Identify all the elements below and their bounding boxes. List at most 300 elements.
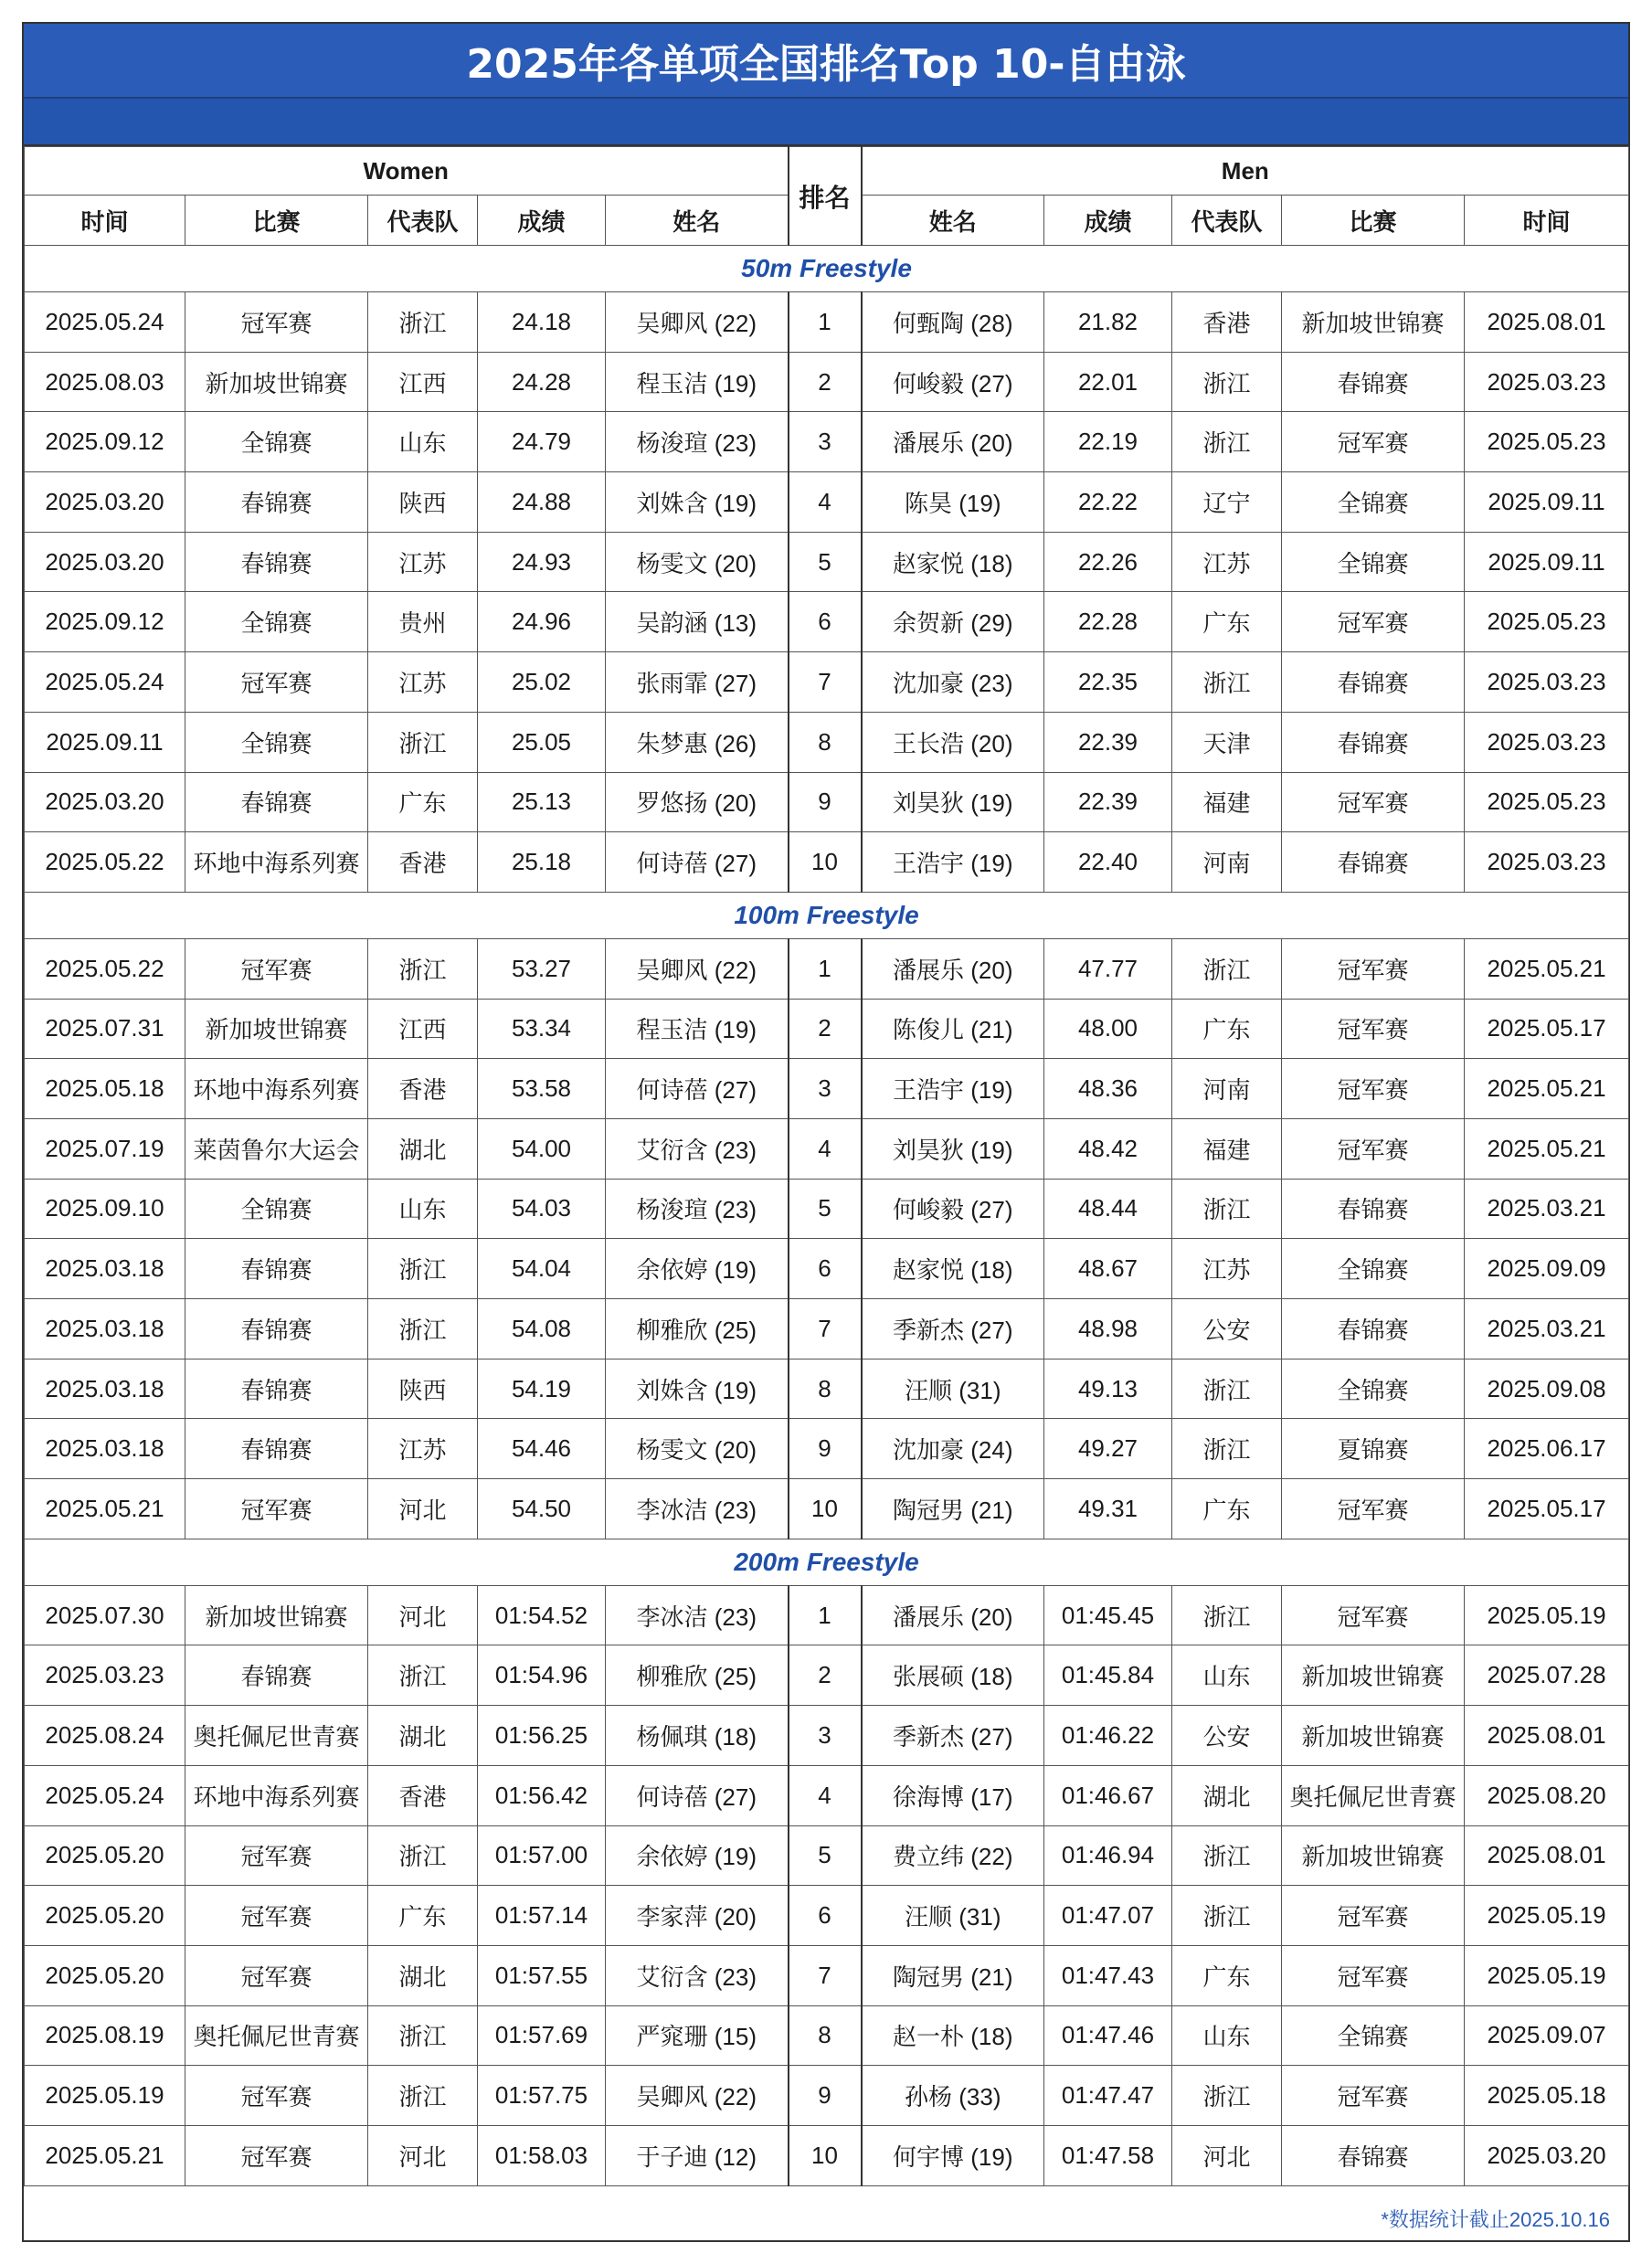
women-cell: 2025.03.18 bbox=[25, 1299, 185, 1359]
women-cell: 张雨霏 (27) bbox=[606, 652, 789, 713]
women-cell: 江西 bbox=[368, 352, 478, 412]
women-cell: 浙江 bbox=[368, 1825, 478, 1886]
men-cell: 22.01 bbox=[1044, 352, 1172, 412]
men-cell: 49.31 bbox=[1044, 1479, 1172, 1539]
men-cell: 48.44 bbox=[1044, 1179, 1172, 1239]
table-row bbox=[25, 292, 1629, 353]
women-cell: 2025.05.20 bbox=[25, 1945, 185, 2005]
men-cell: 何峻毅 (27) bbox=[862, 1179, 1044, 1239]
table-row bbox=[25, 652, 1629, 713]
men-cell: 01:47.46 bbox=[1044, 2005, 1172, 2066]
men-cell: 2025.03.23 bbox=[1465, 652, 1629, 713]
rank-cell: 6 bbox=[789, 592, 862, 652]
rank-cell: 9 bbox=[789, 1419, 862, 1479]
women-cell: 何诗蓓 (27) bbox=[606, 832, 789, 893]
women-cell: 春锦赛 bbox=[185, 1359, 368, 1419]
table-row bbox=[25, 472, 1629, 533]
men-cell: 陶冠男 (21) bbox=[862, 1479, 1044, 1539]
women-cell: 2025.05.24 bbox=[25, 1765, 185, 1825]
women-cell: 柳雅欣 (25) bbox=[606, 1299, 789, 1359]
rank-cell: 6 bbox=[789, 1886, 862, 1946]
men-cell: 张展硕 (18) bbox=[862, 1645, 1044, 1706]
ranking-table bbox=[24, 146, 1629, 2186]
rank-cell: 3 bbox=[789, 1706, 862, 1766]
women-cell: 2025.09.10 bbox=[25, 1179, 185, 1239]
table-row bbox=[25, 1585, 1629, 1645]
women-cell: 54.03 bbox=[478, 1179, 606, 1239]
men-cell: 2025.08.20 bbox=[1465, 1765, 1629, 1825]
men-cell: 陈昊 (19) bbox=[862, 472, 1044, 533]
women-cell: 全锦赛 bbox=[185, 592, 368, 652]
men-cell: 48.67 bbox=[1044, 1239, 1172, 1299]
table-row bbox=[25, 1479, 1629, 1539]
table-row bbox=[25, 1118, 1629, 1179]
men-cell: 2025.05.23 bbox=[1465, 412, 1629, 472]
women-cell: 2025.05.20 bbox=[25, 1886, 185, 1946]
men-cell: 王浩宇 (19) bbox=[862, 1059, 1044, 1119]
rank-cell: 1 bbox=[789, 292, 862, 353]
men-cell: 浙江 bbox=[1172, 1419, 1282, 1479]
men-cell: 汪顺 (31) bbox=[862, 1359, 1044, 1419]
rank-cell: 1 bbox=[789, 1585, 862, 1645]
women-cell: 2025.08.03 bbox=[25, 352, 185, 412]
men-cell: 2025.03.20 bbox=[1465, 2125, 1629, 2185]
men-cell: 冠军赛 bbox=[1282, 2066, 1465, 2126]
men-cell: 2025.05.18 bbox=[1465, 2066, 1629, 2126]
men-cell: 赵家悦 (18) bbox=[862, 1239, 1044, 1299]
table-row bbox=[25, 1059, 1629, 1119]
table-row bbox=[25, 2005, 1629, 2066]
women-cell: 杨雯文 (20) bbox=[606, 1419, 789, 1479]
men-cell: 2025.03.21 bbox=[1465, 1179, 1629, 1239]
women-cell: 陕西 bbox=[368, 472, 478, 533]
men-cell: 春锦赛 bbox=[1282, 652, 1465, 713]
section-header-row bbox=[25, 246, 1629, 292]
table-row bbox=[25, 1645, 1629, 1706]
women-col-header: 成绩 bbox=[478, 196, 606, 246]
men-cell: 48.42 bbox=[1044, 1118, 1172, 1179]
men-cell: 新加坡世锦赛 bbox=[1282, 1706, 1465, 1766]
women-cell: 何诗蓓 (27) bbox=[606, 1765, 789, 1825]
women-cell: 25.05 bbox=[478, 712, 606, 772]
women-cell: 江西 bbox=[368, 999, 478, 1059]
men-cell: 48.00 bbox=[1044, 999, 1172, 1059]
men-cell: 何峻毅 (27) bbox=[862, 352, 1044, 412]
women-cell: 湖北 bbox=[368, 1945, 478, 2005]
men-cell: 何宇博 (19) bbox=[862, 2125, 1044, 2185]
men-cell: 福建 bbox=[1172, 1118, 1282, 1179]
women-cell: 杨雯文 (20) bbox=[606, 532, 789, 592]
women-cell: 01:57.69 bbox=[478, 2005, 606, 2066]
women-cell: 江苏 bbox=[368, 1419, 478, 1479]
men-cell: 01:47.47 bbox=[1044, 2066, 1172, 2126]
rank-cell: 4 bbox=[789, 1765, 862, 1825]
women-cell: 环地中海系列赛 bbox=[185, 1059, 368, 1119]
women-cell: 2025.03.20 bbox=[25, 772, 185, 832]
table-row bbox=[25, 592, 1629, 652]
women-cell: 2025.05.24 bbox=[25, 292, 185, 353]
men-col-header: 时间 bbox=[1465, 196, 1629, 246]
men-cell: 天津 bbox=[1172, 712, 1282, 772]
men-cell: 王浩宇 (19) bbox=[862, 832, 1044, 893]
men-cell: 浙江 bbox=[1172, 1825, 1282, 1886]
women-cell: 广东 bbox=[368, 1886, 478, 1946]
rank-cell: 7 bbox=[789, 652, 862, 713]
women-cell: 01:57.55 bbox=[478, 1945, 606, 2005]
header-band bbox=[24, 99, 1628, 146]
men-cell: 2025.05.23 bbox=[1465, 592, 1629, 652]
men-cell: 香港 bbox=[1172, 292, 1282, 353]
women-cell: 新加坡世锦赛 bbox=[185, 352, 368, 412]
women-cell: 河北 bbox=[368, 1585, 478, 1645]
rank-cell: 7 bbox=[789, 1299, 862, 1359]
women-cell: 杨浚瑄 (23) bbox=[606, 412, 789, 472]
men-col-header: 成绩 bbox=[1044, 196, 1172, 246]
men-cell: 春锦赛 bbox=[1282, 2125, 1465, 2185]
men-cell: 冠军赛 bbox=[1282, 1118, 1465, 1179]
women-cell: 53.58 bbox=[478, 1059, 606, 1119]
rank-cell: 2 bbox=[789, 999, 862, 1059]
rank-cell: 9 bbox=[789, 772, 862, 832]
men-cell: 01:47.58 bbox=[1044, 2125, 1172, 2185]
rank-cell: 8 bbox=[789, 2005, 862, 2066]
women-cell: 春锦赛 bbox=[185, 1239, 368, 1299]
men-cell: 2025.06.17 bbox=[1465, 1419, 1629, 1479]
women-cell: 全锦赛 bbox=[185, 1179, 368, 1239]
men-cell: 浙江 bbox=[1172, 1886, 1282, 1946]
women-cell: 浙江 bbox=[368, 2005, 478, 2066]
rank-cell: 5 bbox=[789, 1825, 862, 1886]
page-title: 2025年各单项全国排名Top 10-自由泳 bbox=[24, 24, 1628, 99]
women-cell: 全锦赛 bbox=[185, 412, 368, 472]
women-cell: 奥托佩尼世青赛 bbox=[185, 2005, 368, 2066]
rank-cell: 10 bbox=[789, 832, 862, 893]
table-row bbox=[25, 1359, 1629, 1419]
women-cell: 朱梦惠 (26) bbox=[606, 712, 789, 772]
women-cell: 江苏 bbox=[368, 652, 478, 713]
men-cell: 浙江 bbox=[1172, 412, 1282, 472]
men-cell: 2025.03.21 bbox=[1465, 1299, 1629, 1359]
women-cell: 2025.03.20 bbox=[25, 472, 185, 533]
women-cell: 54.50 bbox=[478, 1479, 606, 1539]
women-cell: 莱茵鲁尔大运会 bbox=[185, 1118, 368, 1179]
men-cell: 2025.09.07 bbox=[1465, 2005, 1629, 2066]
table-row bbox=[25, 1825, 1629, 1886]
women-cell: 2025.07.30 bbox=[25, 1585, 185, 1645]
men-cell: 2025.03.23 bbox=[1465, 352, 1629, 412]
table-row bbox=[25, 712, 1629, 772]
men-cell: 01:45.84 bbox=[1044, 1645, 1172, 1706]
women-cell: 春锦赛 bbox=[185, 1645, 368, 1706]
section-header-row bbox=[25, 892, 1629, 938]
women-cell: 柳雅欣 (25) bbox=[606, 1645, 789, 1706]
men-cell: 刘昊狄 (19) bbox=[862, 772, 1044, 832]
table-row bbox=[25, 1419, 1629, 1479]
women-cell: 01:57.14 bbox=[478, 1886, 606, 1946]
men-cell: 新加坡世锦赛 bbox=[1282, 1825, 1465, 1886]
men-cell: 河南 bbox=[1172, 1059, 1282, 1119]
women-cell: 冠军赛 bbox=[185, 1945, 368, 2005]
men-cell: 22.39 bbox=[1044, 712, 1172, 772]
men-cell: 全锦赛 bbox=[1282, 532, 1465, 592]
ranking-sheet bbox=[22, 22, 1630, 2242]
women-cell: 54.19 bbox=[478, 1359, 606, 1419]
men-cell: 河南 bbox=[1172, 832, 1282, 893]
rank-cell: 4 bbox=[789, 472, 862, 533]
women-cell: 吴韵涵 (13) bbox=[606, 592, 789, 652]
men-cell: 冠军赛 bbox=[1282, 1886, 1465, 1946]
women-cell: 2025.09.12 bbox=[25, 592, 185, 652]
women-cell: 杨浚瑄 (23) bbox=[606, 1179, 789, 1239]
men-cell: 广东 bbox=[1172, 1479, 1282, 1539]
women-cell: 环地中海系列赛 bbox=[185, 832, 368, 893]
rank-cell: 10 bbox=[789, 1479, 862, 1539]
women-cell: 54.04 bbox=[478, 1239, 606, 1299]
men-cell: 费立纬 (22) bbox=[862, 1825, 1044, 1886]
men-cell: 冠军赛 bbox=[1282, 412, 1465, 472]
women-cell: 2025.08.24 bbox=[25, 1706, 185, 1766]
women-cell: 广东 bbox=[368, 772, 478, 832]
men-cell: 2025.05.19 bbox=[1465, 1886, 1629, 1946]
women-cell: 25.02 bbox=[478, 652, 606, 713]
men-cell: 公安 bbox=[1172, 1299, 1282, 1359]
women-col-header: 比赛 bbox=[185, 196, 368, 246]
rank-cell: 2 bbox=[789, 352, 862, 412]
rank-cell: 3 bbox=[789, 1059, 862, 1119]
men-cell: 新加坡世锦赛 bbox=[1282, 292, 1465, 353]
women-cell: 山东 bbox=[368, 412, 478, 472]
men-cell: 汪顺 (31) bbox=[862, 1886, 1044, 1946]
women-cell: 春锦赛 bbox=[185, 772, 368, 832]
women-cell: 冠军赛 bbox=[185, 1479, 368, 1539]
rank-cell: 7 bbox=[789, 1945, 862, 2005]
rank-cell: 8 bbox=[789, 712, 862, 772]
women-cell: 贵州 bbox=[368, 592, 478, 652]
women-cell: 湖北 bbox=[368, 1706, 478, 1766]
men-cell: 2025.03.23 bbox=[1465, 712, 1629, 772]
table-row bbox=[25, 1706, 1629, 1766]
women-cell: 冠军赛 bbox=[185, 1886, 368, 1946]
table-row bbox=[25, 1299, 1629, 1359]
men-cell: 2025.09.09 bbox=[1465, 1239, 1629, 1299]
table-row bbox=[25, 1945, 1629, 2005]
women-cell: 春锦赛 bbox=[185, 532, 368, 592]
men-cell: 刘昊狄 (19) bbox=[862, 1118, 1044, 1179]
men-cell: 冠军赛 bbox=[1282, 999, 1465, 1059]
men-cell: 夏锦赛 bbox=[1282, 1419, 1465, 1479]
men-cell: 春锦赛 bbox=[1282, 352, 1465, 412]
men-cell: 浙江 bbox=[1172, 1179, 1282, 1239]
men-cell: 22.28 bbox=[1044, 592, 1172, 652]
women-cell: 陕西 bbox=[368, 1359, 478, 1419]
men-cell: 季新杰 (27) bbox=[862, 1706, 1044, 1766]
men-cell: 48.36 bbox=[1044, 1059, 1172, 1119]
women-cell: 01:57.75 bbox=[478, 2066, 606, 2126]
women-cell: 24.28 bbox=[478, 352, 606, 412]
women-cell: 吴卿风 (22) bbox=[606, 938, 789, 999]
women-cell: 刘姝含 (19) bbox=[606, 1359, 789, 1419]
men-cell: 2025.09.08 bbox=[1465, 1359, 1629, 1419]
rank-cell: 6 bbox=[789, 1239, 862, 1299]
men-cell: 山东 bbox=[1172, 2005, 1282, 2066]
men-cell: 48.98 bbox=[1044, 1299, 1172, 1359]
table-row bbox=[25, 832, 1629, 893]
women-cell: 浙江 bbox=[368, 2066, 478, 2126]
men-cell: 01:46.22 bbox=[1044, 1706, 1172, 1766]
rank-cell: 5 bbox=[789, 1179, 862, 1239]
men-col-header: 比赛 bbox=[1282, 196, 1465, 246]
men-col-header: 代表队 bbox=[1172, 196, 1282, 246]
women-cell: 53.34 bbox=[478, 999, 606, 1059]
men-cell: 河北 bbox=[1172, 2125, 1282, 2185]
women-cell: 24.96 bbox=[478, 592, 606, 652]
table-row bbox=[25, 2066, 1629, 2126]
women-cell: 2025.07.19 bbox=[25, 1118, 185, 1179]
men-cell: 广东 bbox=[1172, 592, 1282, 652]
men-cell: 22.22 bbox=[1044, 472, 1172, 533]
women-cell: 01:56.25 bbox=[478, 1706, 606, 1766]
men-cell: 赵一朴 (18) bbox=[862, 2005, 1044, 2066]
women-cell: 54.00 bbox=[478, 1118, 606, 1179]
women-cell: 25.13 bbox=[478, 772, 606, 832]
men-cell: 22.19 bbox=[1044, 412, 1172, 472]
women-cell: 2025.05.24 bbox=[25, 652, 185, 713]
men-cell: 浙江 bbox=[1172, 938, 1282, 999]
men-cell: 广东 bbox=[1172, 1945, 1282, 2005]
men-cell: 陈俊儿 (21) bbox=[862, 999, 1044, 1059]
women-cell: 2025.03.18 bbox=[25, 1239, 185, 1299]
men-cell: 广东 bbox=[1172, 999, 1282, 1059]
women-cell: 2025.03.18 bbox=[25, 1419, 185, 1479]
table-row bbox=[25, 412, 1629, 472]
women-cell: 奥托佩尼世青赛 bbox=[185, 1706, 368, 1766]
men-cell: 全锦赛 bbox=[1282, 1239, 1465, 1299]
women-cell: 严窕珊 (15) bbox=[606, 2005, 789, 2066]
women-cell: 54.08 bbox=[478, 1299, 606, 1359]
table-row bbox=[25, 1765, 1629, 1825]
men-cell: 2025.05.21 bbox=[1465, 1059, 1629, 1119]
men-cell: 01:47.07 bbox=[1044, 1886, 1172, 1946]
women-cell: 2025.05.22 bbox=[25, 832, 185, 893]
women-cell: 吴卿风 (22) bbox=[606, 292, 789, 353]
women-cell: 01:54.96 bbox=[478, 1645, 606, 1706]
men-cell: 春锦赛 bbox=[1282, 1299, 1465, 1359]
men-cell: 浙江 bbox=[1172, 1585, 1282, 1645]
men-cell: 2025.05.21 bbox=[1465, 938, 1629, 999]
women-cell: 香港 bbox=[368, 1059, 478, 1119]
men-cell: 湖北 bbox=[1172, 1765, 1282, 1825]
section-title: 200m Freestyle bbox=[25, 1539, 1629, 1585]
rank-cell: 5 bbox=[789, 532, 862, 592]
women-cell: 2025.08.19 bbox=[25, 2005, 185, 2066]
women-cell: 冠军赛 bbox=[185, 292, 368, 353]
men-cell: 01:45.45 bbox=[1044, 1585, 1172, 1645]
women-cell: 余依婷 (19) bbox=[606, 1239, 789, 1299]
men-cell: 2025.09.11 bbox=[1465, 472, 1629, 533]
women-cell: 香港 bbox=[368, 1765, 478, 1825]
men-cell: 全锦赛 bbox=[1282, 2005, 1465, 2066]
women-cell: 江苏 bbox=[368, 532, 478, 592]
rank-header: 排名 bbox=[789, 147, 862, 246]
women-cell: 全锦赛 bbox=[185, 712, 368, 772]
women-cell: 冠军赛 bbox=[185, 2125, 368, 2185]
women-cell: 新加坡世锦赛 bbox=[185, 1585, 368, 1645]
men-cell: 全锦赛 bbox=[1282, 472, 1465, 533]
women-cell: 艾衍含 (23) bbox=[606, 1945, 789, 2005]
men-cell: 2025.05.17 bbox=[1465, 999, 1629, 1059]
men-cell: 47.77 bbox=[1044, 938, 1172, 999]
women-cell: 浙江 bbox=[368, 1645, 478, 1706]
men-cell: 22.39 bbox=[1044, 772, 1172, 832]
men-cell: 01:46.67 bbox=[1044, 1765, 1172, 1825]
women-cell: 冠军赛 bbox=[185, 652, 368, 713]
rank-cell: 10 bbox=[789, 2125, 862, 2185]
men-cell: 冠军赛 bbox=[1282, 1479, 1465, 1539]
women-cell: 24.79 bbox=[478, 412, 606, 472]
women-cell: 春锦赛 bbox=[185, 1299, 368, 1359]
women-cell: 浙江 bbox=[368, 938, 478, 999]
men-cell: 冠军赛 bbox=[1282, 1059, 1465, 1119]
women-cell: 河北 bbox=[368, 1479, 478, 1539]
women-cell: 余依婷 (19) bbox=[606, 1825, 789, 1886]
men-cell: 冠军赛 bbox=[1282, 1585, 1465, 1645]
men-cell: 21.82 bbox=[1044, 292, 1172, 353]
rank-cell: 3 bbox=[789, 412, 862, 472]
men-cell: 2025.05.23 bbox=[1465, 772, 1629, 832]
women-cell: 01:54.52 bbox=[478, 1585, 606, 1645]
men-cell: 何甄陶 (28) bbox=[862, 292, 1044, 353]
women-cell: 吴卿风 (22) bbox=[606, 2066, 789, 2126]
men-cell: 新加坡世锦赛 bbox=[1282, 1645, 1465, 1706]
men-cell: 22.35 bbox=[1044, 652, 1172, 713]
women-cell: 浙江 bbox=[368, 712, 478, 772]
women-cell: 杨佩琪 (18) bbox=[606, 1706, 789, 1766]
women-cell: 01:58.03 bbox=[478, 2125, 606, 2185]
men-cell: 2025.07.28 bbox=[1465, 1645, 1629, 1706]
women-cell: 浙江 bbox=[368, 1239, 478, 1299]
rank-cell: 8 bbox=[789, 1359, 862, 1419]
men-group-header: Men bbox=[862, 147, 1629, 196]
women-cell: 于子迪 (12) bbox=[606, 2125, 789, 2185]
women-cell: 山东 bbox=[368, 1179, 478, 1239]
women-cell: 24.93 bbox=[478, 532, 606, 592]
men-cell: 01:47.43 bbox=[1044, 1945, 1172, 2005]
women-cell: 2025.03.23 bbox=[25, 1645, 185, 1706]
men-cell: 春锦赛 bbox=[1282, 832, 1465, 893]
women-cell: 冠军赛 bbox=[185, 1825, 368, 1886]
table-row bbox=[25, 938, 1629, 999]
men-cell: 冠军赛 bbox=[1282, 938, 1465, 999]
men-cell: 22.40 bbox=[1044, 832, 1172, 893]
women-cell: 罗悠扬 (20) bbox=[606, 772, 789, 832]
women-cell: 01:56.42 bbox=[478, 1765, 606, 1825]
women-cell: 何诗蓓 (27) bbox=[606, 1059, 789, 1119]
men-cell: 49.13 bbox=[1044, 1359, 1172, 1419]
women-cell: 浙江 bbox=[368, 292, 478, 353]
men-cell: 陶冠男 (21) bbox=[862, 1945, 1044, 2005]
women-cell: 环地中海系列赛 bbox=[185, 1765, 368, 1825]
men-cell: 春锦赛 bbox=[1282, 712, 1465, 772]
women-cell: 浙江 bbox=[368, 1299, 478, 1359]
men-cell: 49.27 bbox=[1044, 1419, 1172, 1479]
women-cell: 2025.09.11 bbox=[25, 712, 185, 772]
women-cell: 刘姝含 (19) bbox=[606, 472, 789, 533]
table-row bbox=[25, 532, 1629, 592]
men-cell: 孙杨 (33) bbox=[862, 2066, 1044, 2126]
men-cell: 沈加豪 (24) bbox=[862, 1419, 1044, 1479]
men-cell: 奥托佩尼世青赛 bbox=[1282, 1765, 1465, 1825]
women-cell: 2025.05.18 bbox=[25, 1059, 185, 1119]
